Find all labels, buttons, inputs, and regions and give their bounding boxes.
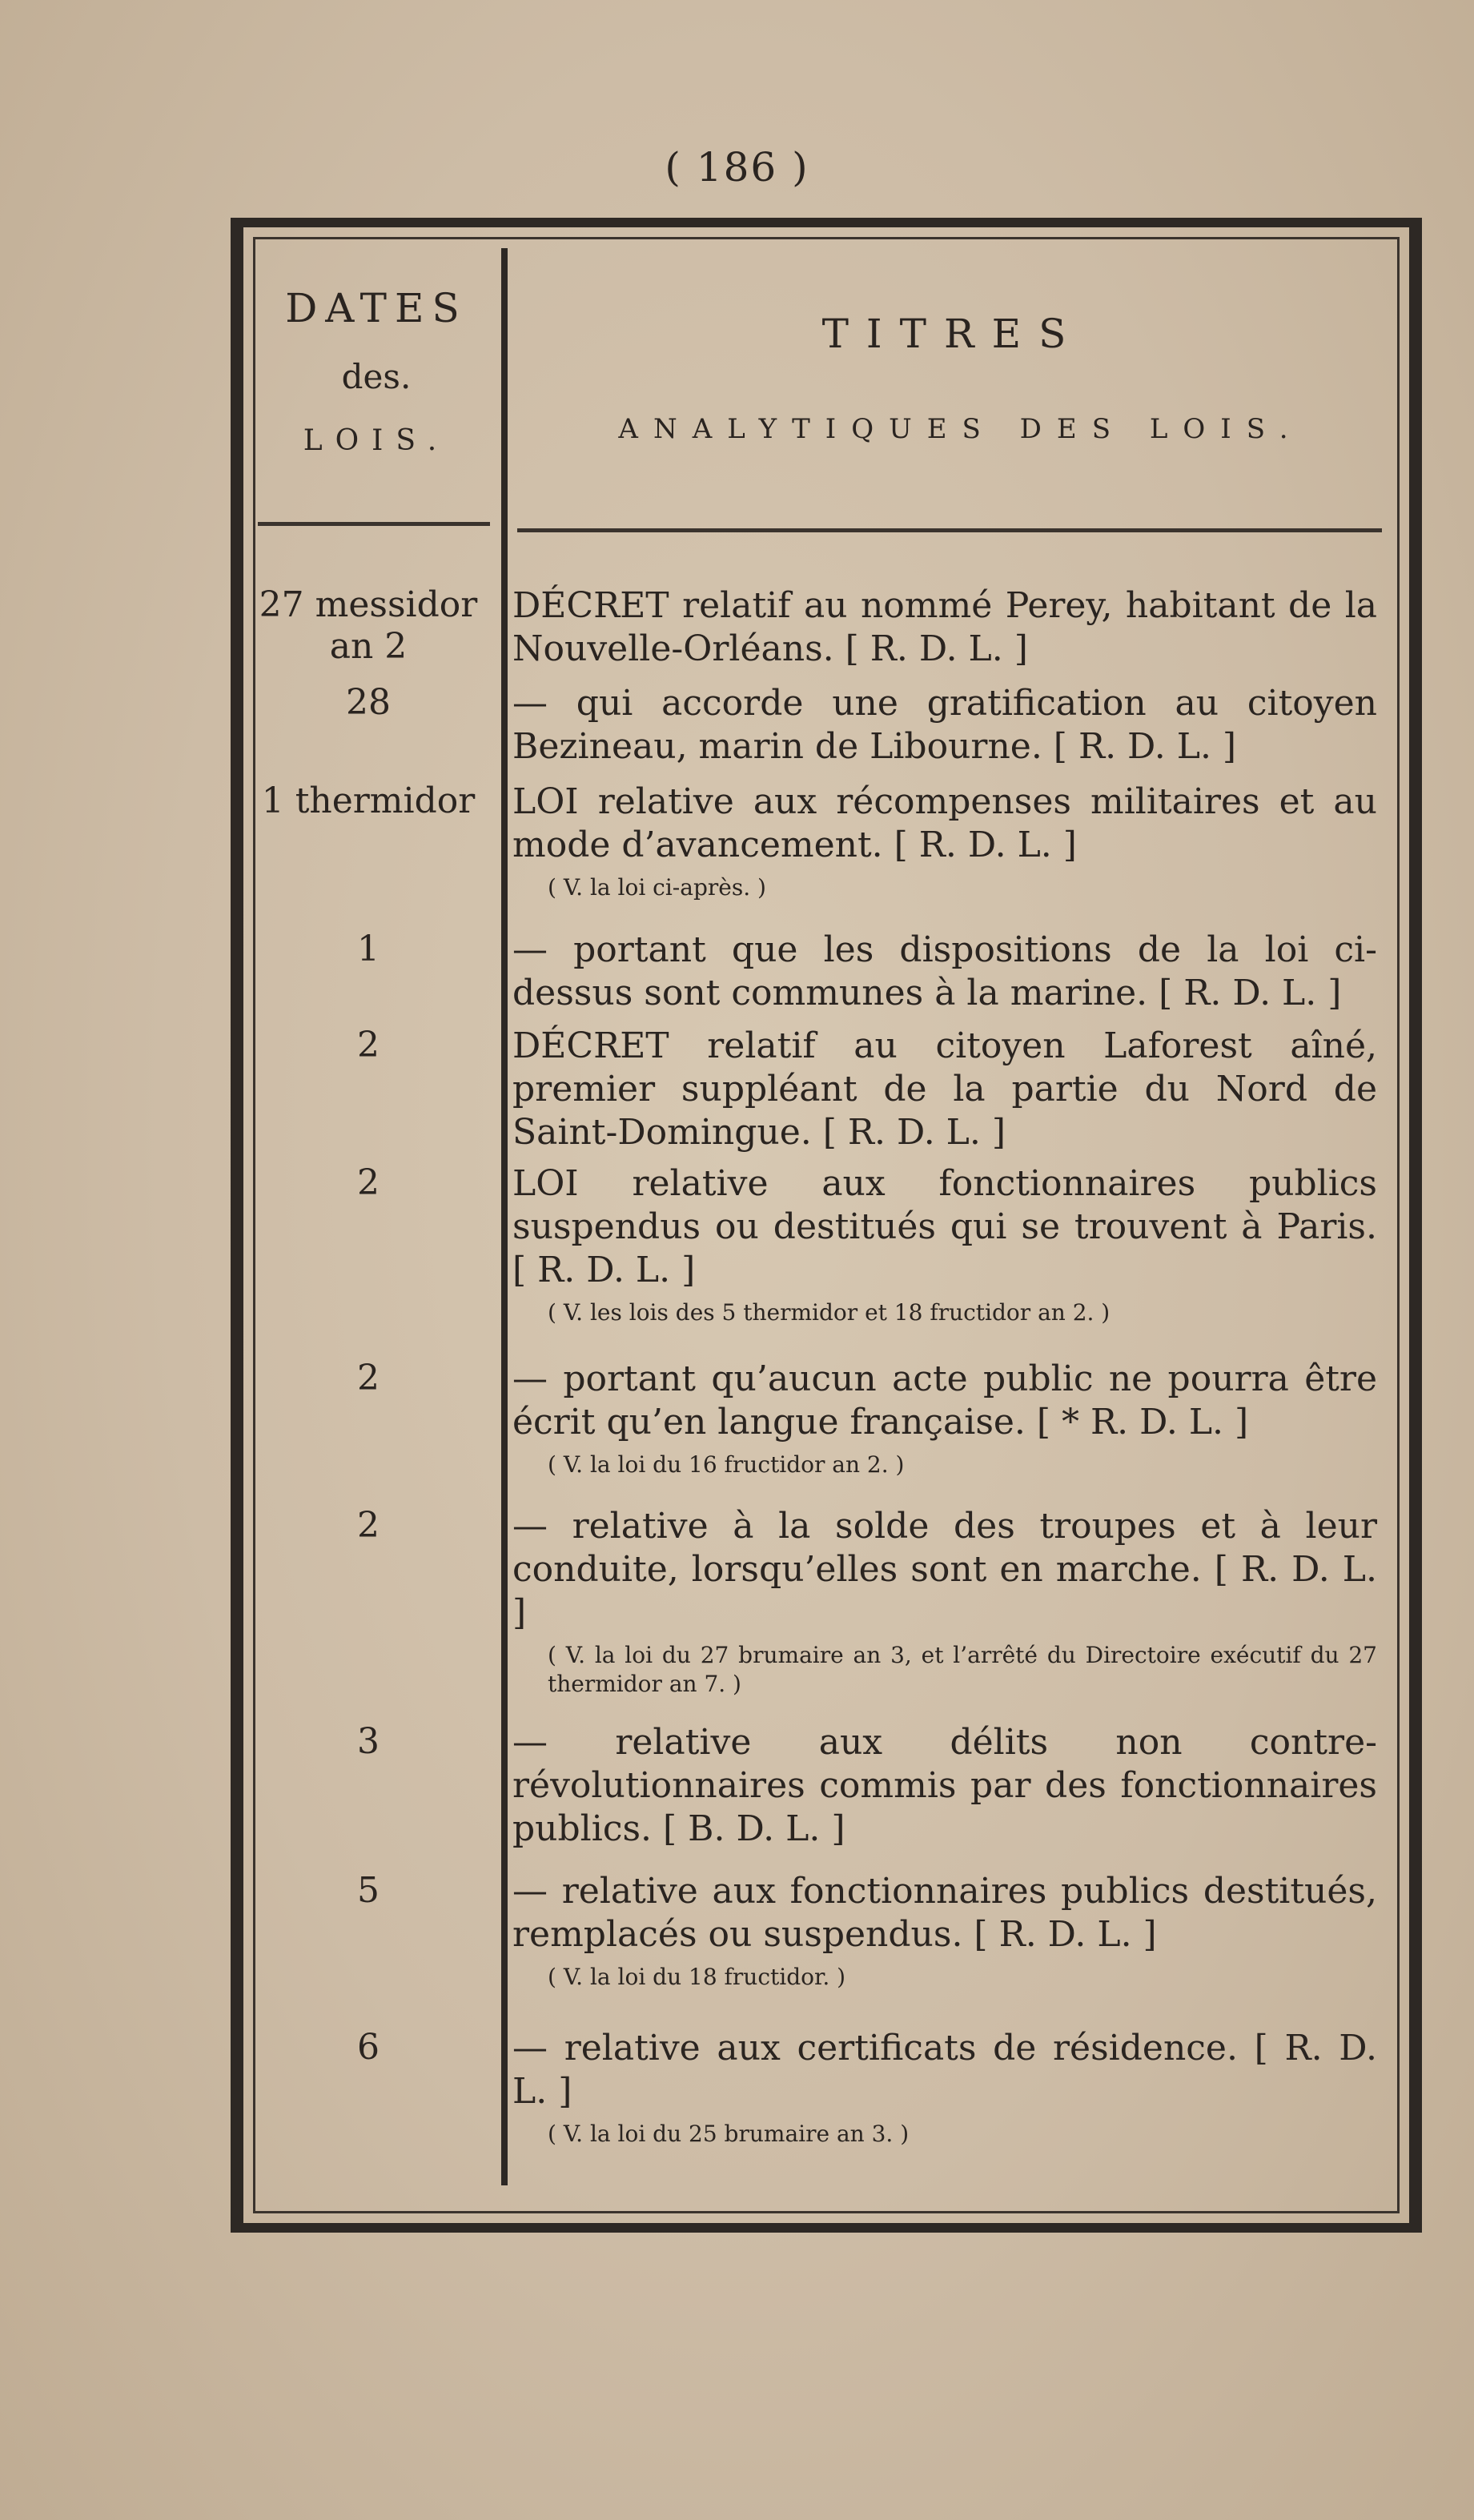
entry-date: 2 <box>357 1505 380 1546</box>
entry-note: ( V. la loi du 18 fructidor. ) <box>548 1964 846 1990</box>
header-dates: DATES <box>285 285 468 331</box>
entry-date: 2 <box>357 1358 380 1398</box>
entry-date: 28 <box>346 682 391 723</box>
entry-note: ( V. les lois des 5 thermidor et 18 fructidor an 2. ) <box>548 1299 1111 1326</box>
header-analytiques: ANALYTIQUES DES LOIS. <box>618 413 1303 445</box>
page-number: ( 186 ) <box>665 144 809 191</box>
header-rule-left <box>258 522 490 526</box>
entry-text: — portant qu’aucun acte public ne pourra être écrit qu’en langue française. [ * R. D. L. ] ( V. la loi du 16 fructidor an 2. ) <box>512 1358 1377 1478</box>
entry-note: ( V. la loi du 27 brumaire an 3, et l’arrêté du Directoire exécutif du 27 thermidor an 7. ) <box>548 1642 1377 1697</box>
header-lois: LOIS. <box>303 424 450 457</box>
entry-date: 2 <box>357 1162 380 1203</box>
entry-text: LOI relative aux récompenses militaires et au mode d’avancement. [ R. D. L. ] ( V. la loi ci-après. ) <box>512 781 1377 901</box>
entry-text: DÉCRET relatif au citoyen Laforest aîné, premier suppléant de la partie du Nord de Saint-Domingue. [ R. D. L. ] <box>512 1025 1377 1153</box>
entry-text: — relative aux certificats de résidence. [ R. D. L. ] ( V. la loi du 25 brumaire an 3. ) <box>512 2028 1377 2147</box>
entry-date: 5 <box>357 1870 380 1911</box>
entry-date: 2 <box>357 1025 380 1065</box>
entry-date: 1 <box>357 929 380 969</box>
entry-date: 3 <box>357 1721 380 1762</box>
header-rule-right <box>517 528 1382 532</box>
entry-date: 27 messidor an 2 <box>259 584 478 667</box>
header-titres: TITRES <box>821 311 1084 357</box>
entry-text: — portant que les dispositions de la loi ci-dessus sont communes à la marine. [ R. D. L. ] <box>512 929 1377 1013</box>
column-divider <box>501 248 508 2185</box>
entry-text: — relative à la solde des troupes et à leur conduite, lorsqu’elles sont en marche. [ R. D. L. ] ( V. la loi du 27 brumaire an 3, et l’arrêté du Directoire exécutif du 27 thermidor an 7. ) <box>512 1506 1377 1697</box>
entry-date: 1 thermidor <box>261 780 476 821</box>
header-des: des. <box>341 357 412 396</box>
entry-date: 6 <box>357 2027 380 2068</box>
entry-text: — qui accorde une gratification au citoyen Bezineau, marin de Libourne. [ R. D. L. ] <box>512 683 1377 767</box>
entry-text: — relative aux fonctionnaires publics destitués, remplacés ou suspendus. [ R. D. L. ] ( V. la loi du 18 fructidor. ) <box>512 1871 1377 1990</box>
entry-note: ( V. la loi ci-après. ) <box>548 874 766 901</box>
entry-text: — relative aux délits non contre-révolutionnaires commis par des fonctionnaires publics. [ B. D. L. ] <box>512 1722 1377 1849</box>
entry-text: DÉCRET relatif au nommé Perey, habitant de la Nouvelle-Orléans. [ R. D. L. ] <box>512 585 1377 669</box>
entry-text: LOI relative aux fonctionnaires publics suspendus ou destitués qui se trouvent à Paris. [ R. D. L. ] ( V. les lois des 5 thermidor et 18 fructidor an 2. ) <box>512 1163 1377 1326</box>
entry-note: ( V. la loi du 25 brumaire an 3. ) <box>548 2121 910 2147</box>
entry-note: ( V. la loi du 16 fructidor an 2. ) <box>548 1451 905 1478</box>
